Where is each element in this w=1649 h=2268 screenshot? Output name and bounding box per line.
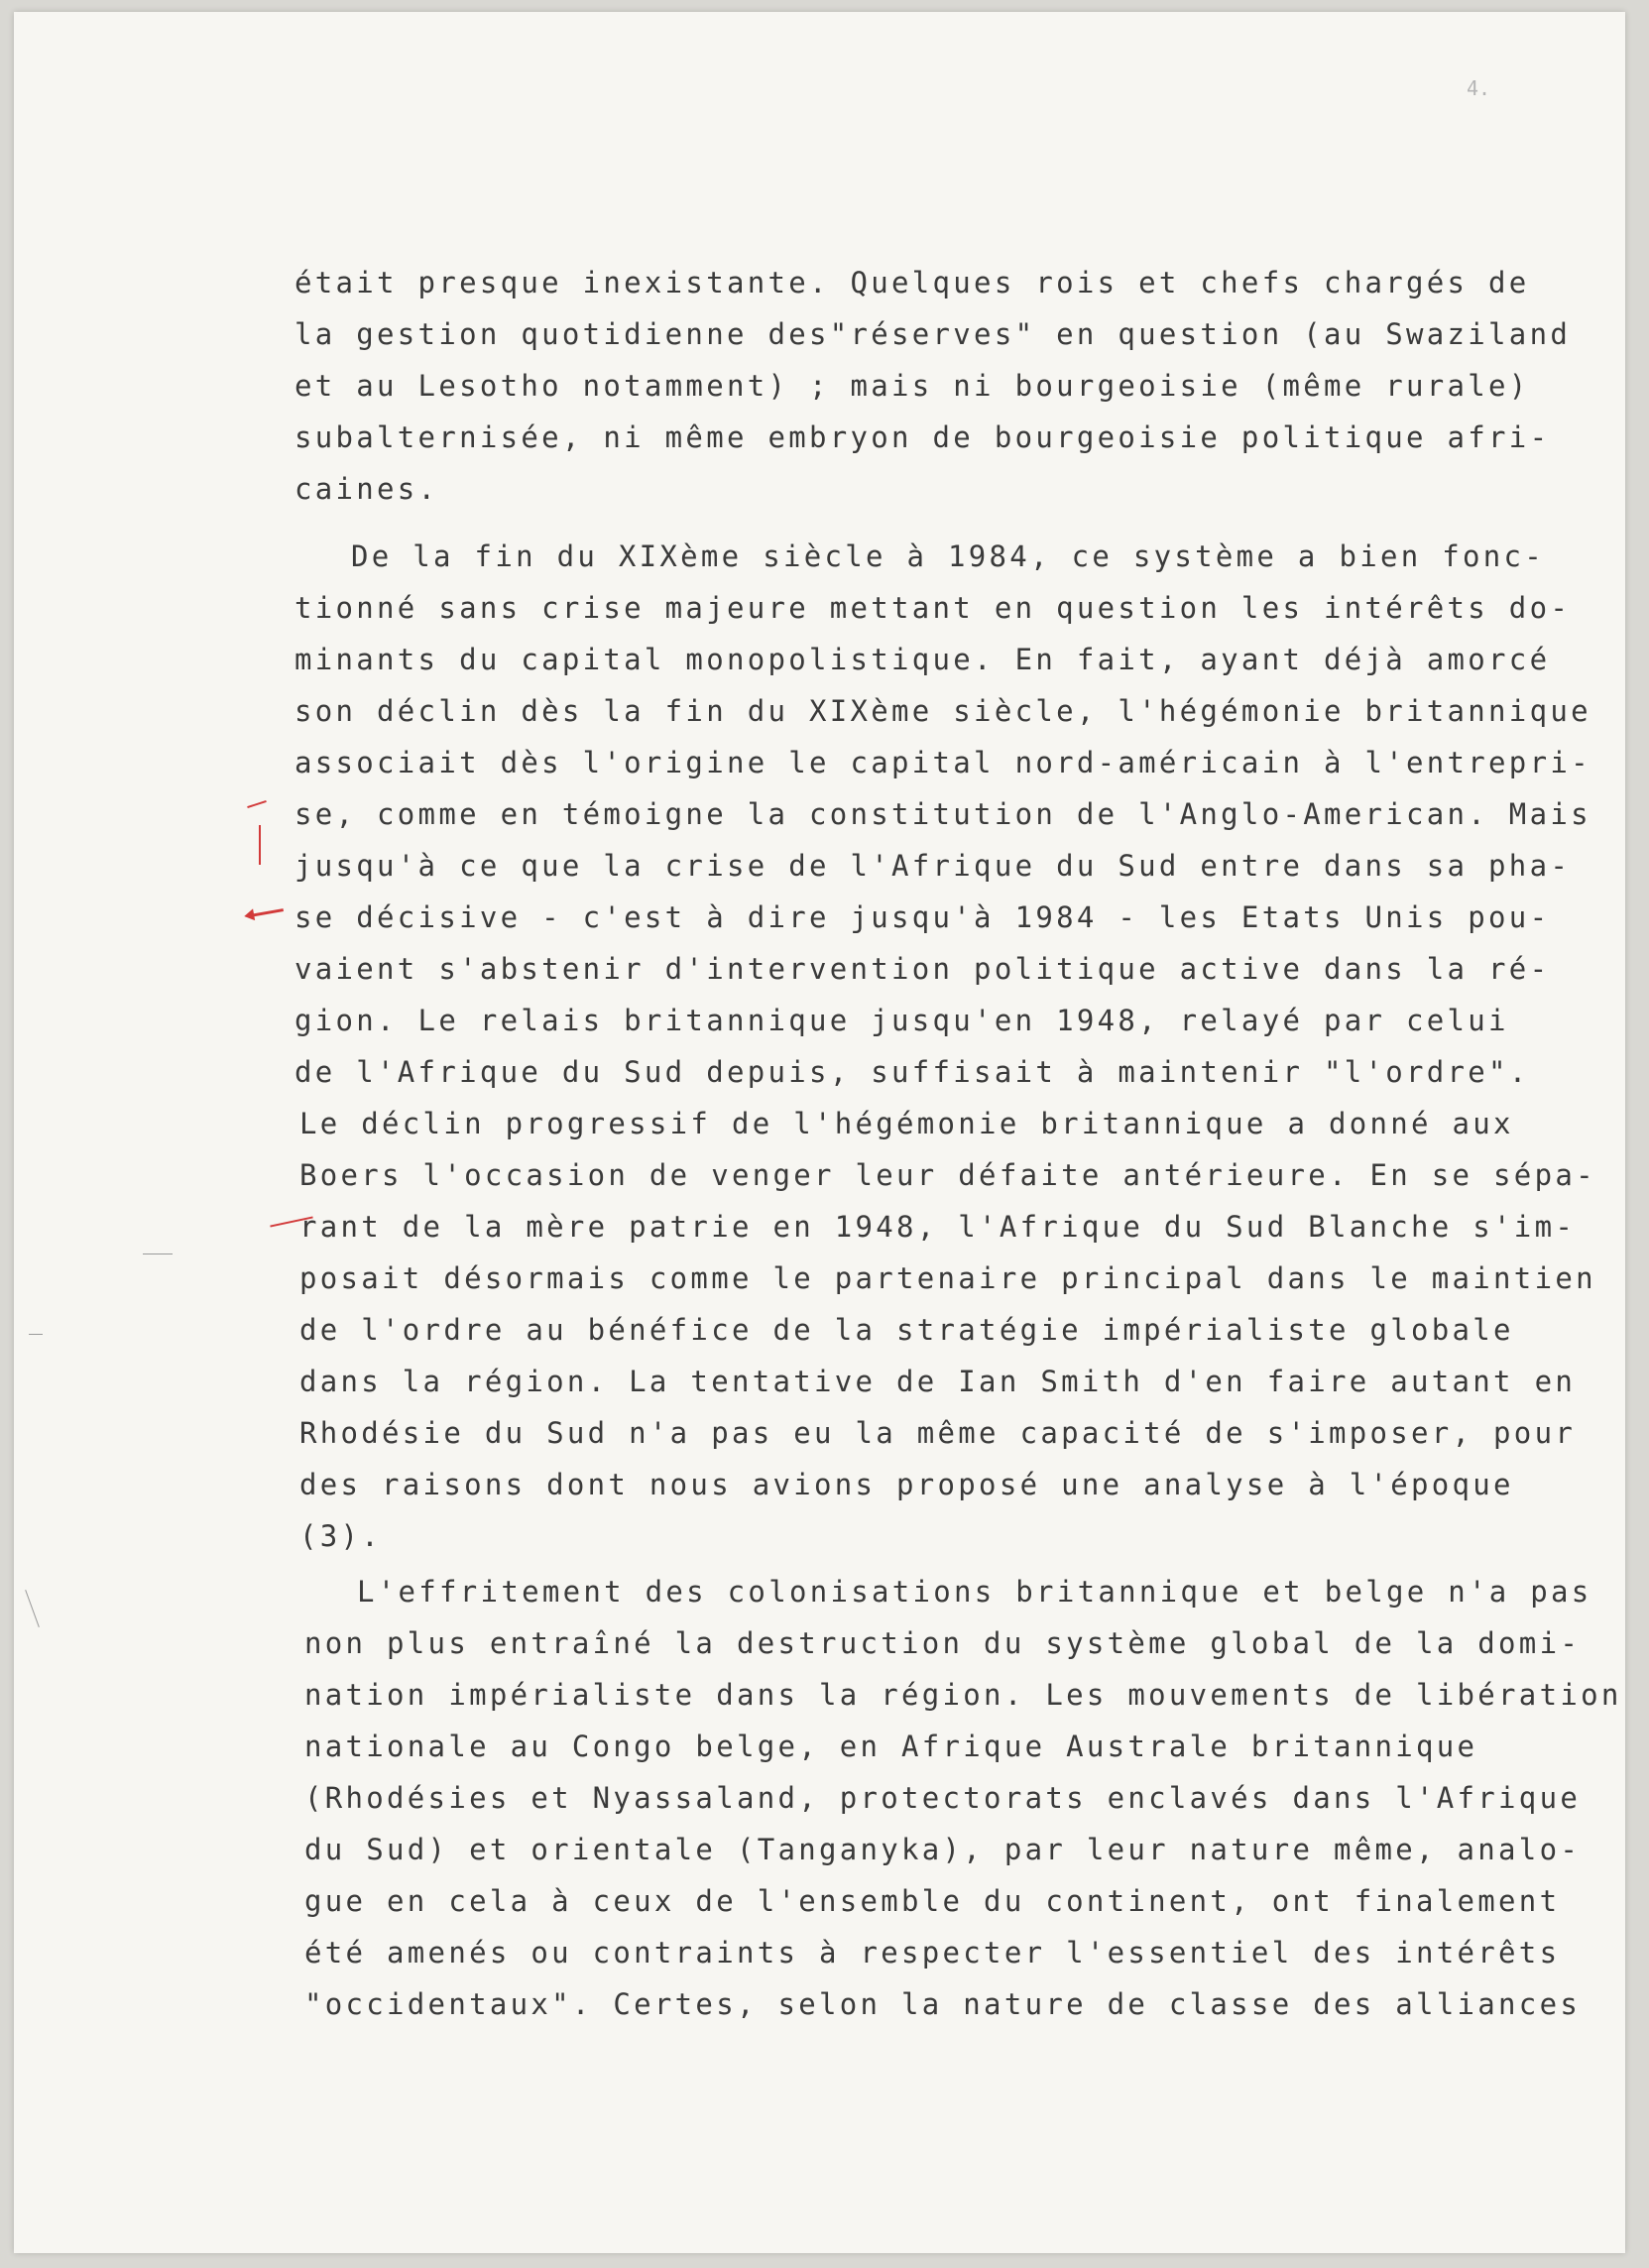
text-line: été amenés ou contraints à respecter l'essentiel des intérêts (304, 1936, 1561, 1970)
text-line: de l'Afrique du Sud depuis, suffisait à maintenir "l'ordre". (294, 1055, 1530, 1089)
text-line: et au Lesotho notamment) ; mais ni bourgeoisie (même rurale) (294, 369, 1530, 403)
text-line: se, comme en témoigne la constitution de l'Anglo-American. Mais (294, 797, 1591, 831)
text-line: vaient s'abstenir d'intervention politique active dans la ré- (294, 952, 1551, 986)
pencil-tick (25, 1590, 40, 1627)
text-line: son déclin dès la fin du XIXème siècle, l'hégémonie britannique (294, 694, 1591, 728)
text-line: (Rhodésies et Nyassaland, protectorats enclavés dans l'Afrique (304, 1781, 1582, 1815)
text-line: "occidentaux". Certes, selon la nature de classe des alliances (304, 1987, 1582, 2021)
text-line: la gestion quotidienne des"réserves" en question (au Swaziland (294, 317, 1572, 351)
text-line: posait désormais comme le partenaire principal dans le maintien (299, 1261, 1596, 1295)
text-line: du Sud) et orientale (Tanganyka), par leur nature même, analo- (304, 1833, 1582, 1866)
text-line: était presque inexistante. Quelques rois et chefs chargés de (294, 266, 1530, 299)
text-line: subalternisée, ni même embryon de bourgeoisie politique afri- (294, 420, 1551, 454)
text-line: se décisive - c'est à dire jusqu'à 1984 - les Etats Unis pou- (294, 900, 1551, 934)
document-page (14, 12, 1625, 2253)
page-number: 4. (1467, 76, 1491, 100)
text-line: gue en cela à ceux de l'ensemble du continent, ont finalement (304, 1884, 1561, 1918)
text-line: (3). (299, 1519, 383, 1553)
text-line: associait dès l'origine le capital nord-américain à l'entrepri- (294, 746, 1591, 779)
text-line: Rhodésie du Sud n'a pas eu la même capacité de s'imposer, pour (299, 1416, 1577, 1450)
red-margin-bar (259, 825, 261, 865)
pencil-tick (29, 1334, 43, 1335)
text-line: dans la région. La tentative de Ian Smith d'en faire autant en (299, 1365, 1577, 1398)
text-line: caines. (294, 472, 439, 506)
text-line: gion. Le relais britannique jusqu'en 1948, relayé par celui (294, 1004, 1509, 1037)
text-line: de l'ordre au bénéfice de la stratégie impérialiste globale (299, 1313, 1514, 1347)
red-arrow-mark (250, 908, 284, 917)
pencil-tick (143, 1253, 173, 1254)
text-line: nationale au Congo belge, en Afrique Australe britannique (304, 1730, 1478, 1763)
text-line: L'effritement des colonisations britannique et belge n'a pas (357, 1575, 1592, 1609)
text-line: non plus entraîné la destruction du système global de la domi- (304, 1626, 1582, 1660)
red-margin-dash (247, 800, 267, 808)
text-line: rant de la mère patrie en 1948, l'Afrique du Sud Blanche s'im- (299, 1210, 1577, 1244)
text-line: tionné sans crise majeure mettant en question les intérêts do- (294, 591, 1572, 625)
text-line: De la fin du XIXème siècle à 1984, ce système a bien fonc- (351, 539, 1546, 573)
text-line: Boers l'occasion de venger leur défaite antérieure. En se sépa- (299, 1158, 1596, 1192)
text-line: Le déclin progressif de l'hégémonie britannique a donné aux (299, 1107, 1514, 1140)
text-line: minants du capital monopolistique. En fait, ayant déjà amorcé (294, 643, 1551, 676)
text-line: nation impérialiste dans la région. Les mouvements de libération (304, 1678, 1622, 1712)
text-line: jusqu'à ce que la crise de l'Afrique du Sud entre dans sa pha- (294, 849, 1572, 883)
text-line: des raisons dont nous avions proposé une analyse à l'époque (299, 1468, 1514, 1501)
